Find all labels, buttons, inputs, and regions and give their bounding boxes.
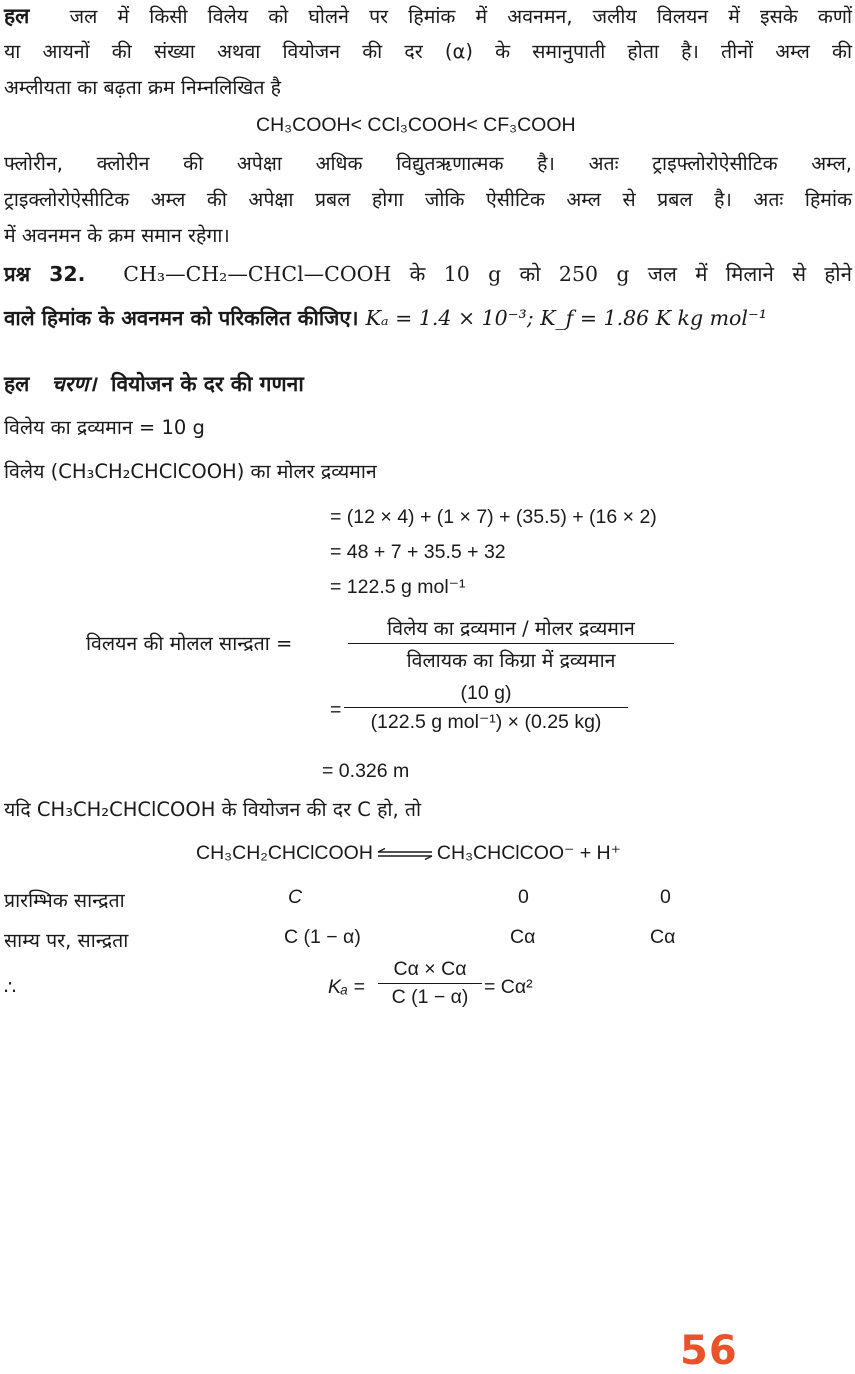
intro-line-5: ट्राइक्लोरोऐसीटिक अम्ल की अपेक्षा प्रबल होगा जोकि ऐसीटिक अम्ल से प्रबल है। अतः हिमांक	[4, 188, 852, 211]
hal-label: हल	[4, 4, 30, 28]
intro-line-6: में अवनमन के क्रम समान रहेगा।	[4, 224, 230, 247]
equilibrium-value-anion: Cα	[510, 926, 536, 948]
solution-hal-label: हल	[4, 372, 30, 396]
question-line-2	[4, 306, 767, 331]
initial-value-c: C	[288, 886, 303, 908]
ka-lhs: Kₐ =	[328, 976, 365, 998]
ka-denominator: C (1 − α)	[391, 986, 469, 1008]
step-label: चरण।	[51, 372, 97, 396]
dissociation-line: यदि CH₃CH₂CHClCOOH के वियोजन की दर C हो, तो	[4, 798, 422, 821]
step-title: वियोजन के दर की गणना	[111, 372, 304, 396]
calc-denominator: (122.5 g mol⁻¹) × (0.25 kg)	[370, 711, 602, 733]
fraction-bar	[348, 643, 674, 644]
molar-mass-eq-1: = (12 × 4) + (1 × 7) + (35.5) + (16 × 2)	[330, 506, 657, 528]
intro-line-3: अम्लीयता का बढ़ता क्रम निम्नलिखित है	[4, 76, 282, 99]
question-constants: Kₐ = 1.4 × 10⁻³; K_f = 1.86 K kg mol⁻¹	[365, 306, 767, 330]
fraction-bar	[378, 983, 482, 984]
calc-equals: =	[330, 699, 342, 721]
initial-label: प्रारम्भिक सान्द्रता	[4, 889, 125, 912]
molar-mass-eq-2: = 48 + 7 + 35.5 + 32	[330, 541, 506, 563]
initial-value-anion: 0	[518, 886, 529, 908]
initial-value-proton: 0	[660, 886, 671, 908]
reaction-left: CH₃CH₂CHClCOOH	[196, 842, 373, 864]
ka-numerator: Cα × Cα	[393, 958, 467, 980]
fraction-bar	[344, 707, 628, 708]
intro-text-1: जल में किसी विलेय को घोलने पर हिमांक में अवनमन, जलीय विलयन में इसके कणों	[69, 5, 852, 28]
molar-mass-label: विलेय (CH₃CH₂CHClCOOH) का मोलर द्रव्यमान	[4, 460, 377, 483]
calc-numerator: (10 g)	[460, 682, 512, 704]
molality-fraction	[348, 614, 674, 673]
molality-result: = 0.326 m	[322, 760, 410, 782]
ka-rhs: = Cα²	[484, 976, 533, 998]
molar-mass-eq-3: = 122.5 g mol⁻¹	[330, 576, 466, 598]
solution-heading	[4, 372, 304, 397]
solute-mass: विलेय का द्रव्यमान = 10 g	[4, 416, 205, 439]
intro-line-1	[4, 4, 852, 29]
intro-line-2: या आयनों की संख्या अथवा वियोजन की दर (α) के समानुपाती होता है। तीनों अम्ल की	[4, 40, 852, 63]
equilibrium-value-acid: C (1 − α)	[284, 926, 361, 948]
question-label: प्रश्न 32.	[4, 262, 86, 286]
equilibrium-arrow-icon	[376, 848, 434, 860]
question-text-1: CH₃—CH₂—CHCl—COOH के 10 g को 250 g जल में मिलाने से होने	[123, 262, 852, 286]
question-text-2: वाले हिमांक के अवनमन को परिकलित कीजिए।	[4, 306, 359, 330]
equilibrium-label: साम्य पर, सान्द्रता	[4, 929, 129, 952]
reaction	[196, 842, 621, 865]
molality-numerator: विलेय का द्रव्यमान / मोलर द्रव्यमान	[387, 617, 635, 640]
page-number: 56	[680, 1328, 738, 1374]
equilibrium-value-proton: Cα	[650, 926, 676, 948]
ka-fraction	[378, 958, 482, 1009]
question-line-1	[4, 262, 852, 287]
therefore-symbol: ∴	[4, 976, 17, 999]
calc-fraction	[344, 682, 628, 734]
molality-denominator: विलायक का किग्रा में द्रव्यमान	[406, 649, 616, 672]
acid-order: CH₃COOH< CCl₃COOH< CF₃COOH	[256, 114, 576, 136]
reaction-right: CH₃CHClCOO⁻ + H⁺	[436, 842, 621, 864]
intro-line-4: फ्लोरीन, क्लोरीन की अपेक्षा अधिक विद्युतऋणात्मक है। अतः ट्राइफ्लोरोऐसीटिक अम्ल,	[4, 152, 852, 175]
molality-label: विलयन की मोलल सान्द्रता =	[86, 632, 293, 655]
